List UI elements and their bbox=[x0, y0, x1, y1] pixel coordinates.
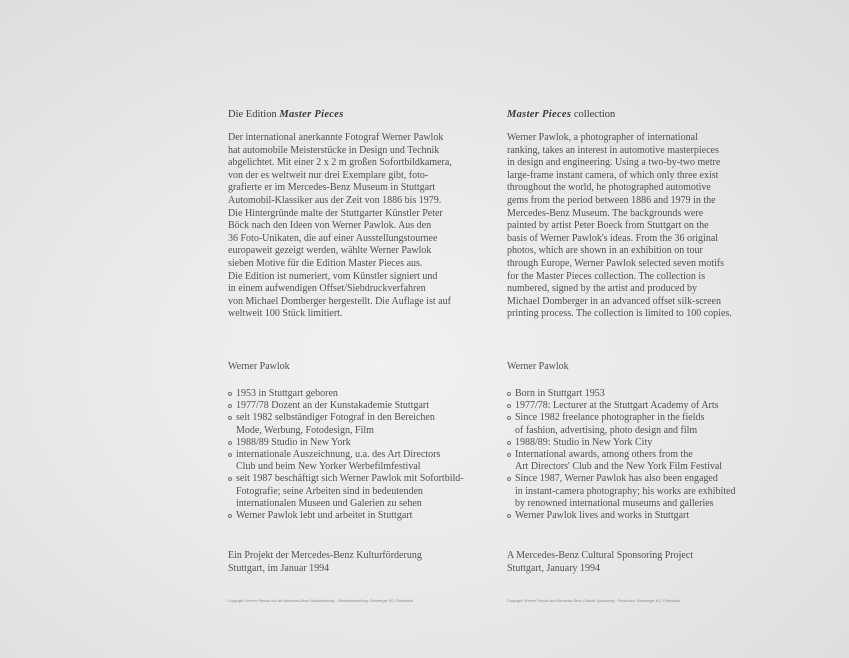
text-line: A Mercedes-Benz Cultural Sponsoring Project bbox=[507, 550, 694, 561]
text-line: Mercedes-Benz Museum. The backgrounds were bbox=[507, 207, 704, 219]
bullet-icon bbox=[228, 441, 232, 445]
text-line: Michael Domberger in an advanced offset silk-screen bbox=[507, 295, 721, 307]
bullet-icon bbox=[228, 514, 232, 518]
text-line: Werner Pawlok, a photographer of international bbox=[507, 132, 698, 143]
artist-name: Werner Pawlok bbox=[228, 361, 290, 372]
text-line: Der international anerkannte Fotograf Werner Pawlok bbox=[228, 132, 444, 143]
bio-line: Fotografie; seine Arbeiten sind in bedeutenden bbox=[236, 485, 423, 497]
text-line: numbered, signed by the artist and produced by bbox=[507, 283, 697, 295]
text-line: through Europe, Werner Pawlok selected seven motifs bbox=[507, 257, 725, 269]
text-line: hat automobile Meisterstücke in Design und Technik bbox=[228, 144, 440, 156]
column-heading bbox=[228, 108, 344, 122]
bio-line: Art Directors' Club and the New York Film Festival bbox=[515, 461, 723, 473]
bio-item bbox=[228, 412, 464, 436]
intro-paragraph bbox=[228, 132, 452, 321]
text-line: in einem aufwendigen Offset/Siebdruckverfahren bbox=[228, 283, 426, 295]
bio-item bbox=[507, 510, 736, 522]
text-line: for the Master Pieces collection. The collection is bbox=[507, 270, 706, 282]
heading-suffix: collection bbox=[571, 109, 616, 120]
bio-line: Since 1982 freelance photographer in the fields bbox=[515, 412, 705, 424]
text-line: painted by artist Peter Boeck from Stuttgart on the bbox=[507, 220, 709, 232]
intro-paragraph bbox=[507, 132, 732, 321]
bio-item bbox=[507, 473, 736, 510]
biography-list bbox=[507, 388, 736, 522]
text-line: Die Hintergründe malte der Stuttgarter Künstler Peter bbox=[228, 207, 443, 219]
bio-line: in instant-camera photography; his works are exhibited bbox=[515, 485, 736, 497]
text-line: gems from the period between 1886 and 1979 in the bbox=[507, 194, 716, 206]
text-line: basis of Werner Pawlok's ideas. From the 36 original bbox=[507, 232, 719, 244]
text-line: Automobil-Klassiker aus der Zeit von 1886 bis 1979. bbox=[228, 194, 442, 206]
text-line: printing process. The collection is limited to 100 copies. bbox=[507, 308, 732, 320]
bio-line: International awards, among others from the bbox=[515, 449, 693, 461]
bio-line: seit 1987 beschäftigt sich Werner Pawlok mit Sofortbild- bbox=[236, 473, 464, 485]
text-line: throughout the world, he photographed automotive bbox=[507, 182, 711, 194]
heading-title: Master Pieces bbox=[279, 109, 344, 120]
bio-line: of fashion, advertising, photo design and film bbox=[515, 424, 698, 436]
copyright-note: Copyright: Werner Pawlok and Mercedes-Benz Cultural Sponsoring · Production: Domberger KG, Filderstadt bbox=[507, 599, 680, 603]
bio-line: Mode, Werbung, Fotodesign, Film bbox=[236, 424, 374, 436]
copyright-note: Copyright: Werner Pawlok und die Mercedes-Benz Kulturförderung · Gesamtherstellung: Domberger KG, Filderstadt bbox=[228, 599, 413, 603]
heading-title: Master Pieces bbox=[507, 109, 572, 120]
bullet-icon bbox=[507, 441, 511, 445]
text-line: Ein Projekt der Mercedes-Benz Kulturförderung bbox=[228, 550, 422, 561]
text-line: in design and engineering. Using a two-by-two metre bbox=[507, 157, 721, 169]
text-line: von der es weltweit nur drei Exemplare gibt, foto- bbox=[228, 169, 429, 181]
bio-line: by renowned international museums and galleries bbox=[515, 497, 714, 509]
bio-item bbox=[228, 437, 464, 449]
text-line: Böck nach den Ideen von Werner Pawlok. Aus den bbox=[228, 220, 432, 232]
bio-line: Club und beim New Yorker Werbefilmfestival bbox=[236, 461, 421, 473]
bullet-icon bbox=[507, 514, 511, 518]
text-line: Die Edition ist numeriert, vom Künstler signiert und bbox=[228, 270, 438, 282]
text-line: photos, which are shown in an exhibition on tour bbox=[507, 245, 703, 257]
bio-line: Since 1987, Werner Pawlok has also been engaged bbox=[515, 473, 718, 485]
bio-item bbox=[228, 388, 464, 400]
bio-line: Werner Pawlok lives and works in Stuttgart bbox=[515, 510, 690, 522]
text-line: von Michael Domberger hergestellt. Die Auflage ist auf bbox=[228, 295, 451, 307]
bio-line: 1988/89: Studio in New York City bbox=[515, 436, 653, 448]
text-line: Stuttgart, im Januar 1994 bbox=[228, 562, 330, 574]
bullet-icon bbox=[507, 392, 511, 396]
project-credit bbox=[507, 550, 693, 576]
bio-item bbox=[507, 400, 736, 412]
bio-line: 1988/89 Studio in New York bbox=[236, 436, 351, 448]
text-line: large-frame instant camera, of which only three exist bbox=[507, 169, 719, 181]
bio-item bbox=[228, 510, 464, 522]
bio-line: 1977/78: Lecturer at the Stuttgart Academy of Arts bbox=[515, 400, 719, 412]
bullet-icon bbox=[228, 392, 232, 396]
bio-line: seit 1982 selbständiger Fotograf in den Bereichen bbox=[236, 412, 435, 424]
text-line: weltweit 100 Stück limitiert. bbox=[228, 308, 343, 320]
text-line: sieben Motive für die Edition Master Pieces aus. bbox=[228, 257, 423, 269]
bio-line: internationale Auszeichnung, u.a. des Art Directors bbox=[236, 449, 441, 461]
bio-item bbox=[228, 400, 464, 412]
bullet-icon bbox=[228, 453, 232, 457]
artist-name: Werner Pawlok bbox=[507, 361, 569, 372]
heading-prefix: Die Edition bbox=[228, 109, 280, 120]
text-line: Stuttgart, January 1994 bbox=[507, 562, 601, 574]
bio-item bbox=[507, 388, 736, 400]
column-heading bbox=[507, 108, 615, 122]
bio-item bbox=[507, 437, 736, 449]
bio-line: internationalen Museen und Galerien zu sehen bbox=[236, 497, 422, 509]
biography-list bbox=[228, 388, 464, 522]
text-line: ranking, takes an interest in automotive masterpieces bbox=[507, 144, 719, 156]
bio-item bbox=[507, 412, 736, 436]
bio-item bbox=[228, 449, 464, 473]
text-line: europaweit gezeigt werden, wählte Werner Pawlok bbox=[228, 245, 432, 257]
bio-line: Born in Stuttgart 1953 bbox=[515, 388, 605, 399]
project-credit bbox=[228, 550, 422, 576]
text-line: grafierte er im Mercedes-Benz Museum in Stuttgart bbox=[228, 182, 436, 194]
bio-line: 1953 in Stuttgart geboren bbox=[236, 388, 338, 399]
text-line: abgelichtet. Mit einer 2 x 2 m großen Sofortbildkamera, bbox=[228, 157, 452, 169]
bio-item bbox=[507, 449, 736, 473]
bio-line: Werner Pawlok lebt und arbeitet in Stuttgart bbox=[236, 510, 413, 522]
text-line: 36 Foto-Unikaten, die auf einer Ausstellungstournee bbox=[228, 232, 438, 244]
bio-item bbox=[228, 473, 464, 510]
bullet-icon bbox=[507, 453, 511, 457]
bio-line: 1977/78 Dozent an der Kunstakademie Stuttgart bbox=[236, 400, 430, 412]
